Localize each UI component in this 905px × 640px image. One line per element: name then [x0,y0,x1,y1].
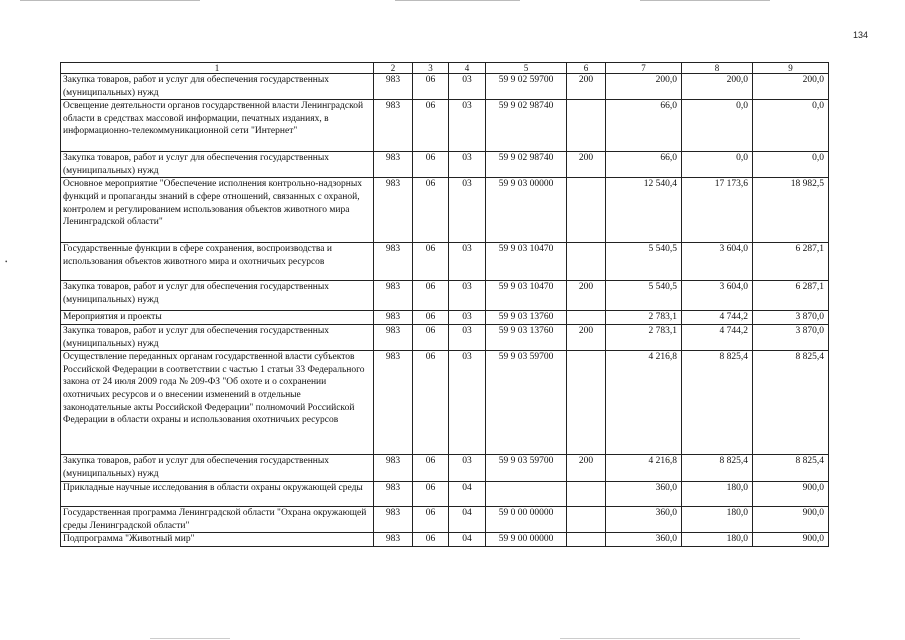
cell-c7: 360,0 [606,507,682,533]
header-cell: 3 [413,63,449,74]
header-cell: 7 [606,63,682,74]
cell-c5: 59 9 02 98740 [486,100,567,152]
cell-c5: 59 9 03 10470 [486,281,567,311]
cell-c3: 06 [413,100,449,152]
cell-c6: 200 [567,455,606,482]
cell-c8: 8 825,4 [682,455,753,482]
row-description: Государственная программа Ленинградской области "Охрана окружающей среды Ленинградской области" [61,507,374,533]
cell-c8: 180,0 [682,533,753,547]
cell-c7: 5 540,5 [606,281,682,311]
row-description: Закупка товаров, работ и услуг для обеспечения государственных (муниципальных) нужд [61,324,374,350]
table-row [61,74,829,100]
row-description: Подпрограмма "Животный мир" [61,533,374,547]
cell-c9: 3 870,0 [753,324,829,350]
cell-c2: 983 [374,351,413,455]
cell-c3: 06 [413,178,449,243]
cell-c5: 59 0 00 00000 [486,507,567,533]
cell-c6: 200 [567,324,606,350]
cell-c7: 66,0 [606,100,682,152]
cell-c9: 0,0 [753,100,829,152]
row-description: Осуществление переданных органам государственной власти субъектов Российской Федерации в соответствии с частью 1 статьи 33 Федерального закона от 24 июля 2009 года № 209-ФЗ "Об охоте и о сохранении охотничьих ресурсов и о внесении изменений в отдельные законодательные акты Российской Федерации" полномочий Российской Федерации в области охраны и использования охотничьих ресурсов [61,351,374,455]
table-row [61,324,829,350]
cell-c4: 03 [449,178,486,243]
table-header-row [61,63,829,74]
cell-c5: 59 9 03 13760 [486,311,567,325]
cell-c9: 200,0 [753,74,829,100]
cell-c2: 983 [374,281,413,311]
cell-c7: 2 783,1 [606,311,682,325]
cell-c5: 59 9 03 59700 [486,455,567,482]
table-row [61,482,829,507]
cell-c8: 180,0 [682,482,753,507]
cell-c3: 06 [413,152,449,178]
cell-c4: 03 [449,243,486,281]
cell-c9: 8 825,4 [753,455,829,482]
row-description: Закупка товаров, работ и услуг для обеспечения государственных (муниципальных) нужд [61,281,374,311]
table-row [61,455,829,482]
row-description: Прикладные научные исследования в области охраны окружающей среды [61,482,374,507]
table-row [61,243,829,281]
cell-c8: 4 744,2 [682,311,753,325]
header-cell: 9 [753,63,829,74]
cell-c9: 6 287,1 [753,281,829,311]
top-edge-line [395,0,520,1]
cell-c3: 06 [413,243,449,281]
cell-c9: 0,0 [753,152,829,178]
cell-c3: 06 [413,324,449,350]
cell-c4: 04 [449,507,486,533]
cell-c4: 03 [449,152,486,178]
cell-c6 [567,533,606,547]
cell-c4: 03 [449,100,486,152]
header-cell: 1 [61,63,374,74]
cell-c5: 59 9 03 00000 [486,178,567,243]
cell-c2: 983 [374,100,413,152]
table-row [61,100,829,152]
cell-c3: 06 [413,74,449,100]
cell-c8: 200,0 [682,74,753,100]
cell-c7: 2 783,1 [606,324,682,350]
cell-c9: 8 825,4 [753,351,829,455]
header-cell: 8 [682,63,753,74]
row-description: Основное мероприятие "Обеспечение исполнения контрольно-надзорных функций и пропаганды знаний в сфере отношений, связанных с охраной, контролем и регулированием использования объектов животного мира Ленинградской области" [61,178,374,243]
table-row [61,533,829,547]
cell-c4: 03 [449,351,486,455]
cell-c4: 04 [449,482,486,507]
cell-c8: 17 173,6 [682,178,753,243]
cell-c5 [486,482,567,507]
cell-c4: 03 [449,455,486,482]
cell-c5: 59 9 02 59700 [486,74,567,100]
header-cell: 5 [486,63,567,74]
cell-c6 [567,243,606,281]
cell-c2: 983 [374,507,413,533]
cell-c7: 66,0 [606,152,682,178]
row-description: Закупка товаров, работ и услуг для обеспечения государственных (муниципальных) нужд [61,74,374,100]
bottom-edge-line [150,638,230,639]
cell-c4: 03 [449,311,486,325]
cell-c3: 06 [413,351,449,455]
cell-c2: 983 [374,324,413,350]
table-row [61,507,829,533]
cell-c5: 59 9 03 59700 [486,351,567,455]
cell-c8: 4 744,2 [682,324,753,350]
table-row [61,178,829,243]
cell-c3: 06 [413,533,449,547]
cell-c2: 983 [374,482,413,507]
cell-c8: 3 604,0 [682,243,753,281]
cell-c6: 200 [567,152,606,178]
cell-c9: 900,0 [753,482,829,507]
cell-c9: 3 870,0 [753,311,829,325]
page-number: 134 [852,30,868,40]
cell-c4: 04 [449,533,486,547]
cell-c6: 200 [567,281,606,311]
cell-c7: 4 216,8 [606,455,682,482]
cell-c6 [567,178,606,243]
cell-c3: 06 [413,311,449,325]
table-body [61,63,829,547]
cell-c2: 983 [374,455,413,482]
row-description: Освещение деятельности органов государственной власти Ленинградской области в средствах массовой информации, печатных изданиях, в информационно-телекоммуникационной сети "Интернет" [61,100,374,152]
cell-c3: 06 [413,507,449,533]
budget-table [60,62,829,547]
cell-c4: 03 [449,74,486,100]
cell-c7: 12 540,4 [606,178,682,243]
cell-c2: 983 [374,533,413,547]
cell-c8: 180,0 [682,507,753,533]
row-description: Закупка товаров, работ и услуг для обеспечения государственных (муниципальных) нужд [61,152,374,178]
table-row [61,152,829,178]
cell-c5: 59 9 02 98740 [486,152,567,178]
cell-c2: 983 [374,311,413,325]
cell-c7: 360,0 [606,482,682,507]
cell-c5: 59 9 03 10470 [486,243,567,281]
cell-c3: 06 [413,455,449,482]
cell-c8: 0,0 [682,152,753,178]
cell-c5: 59 9 03 13760 [486,324,567,350]
cell-c8: 3 604,0 [682,281,753,311]
cell-c7: 4 216,8 [606,351,682,455]
cell-c5: 59 9 00 00000 [486,533,567,547]
cell-c6 [567,100,606,152]
header-cell: 6 [567,63,606,74]
cell-c2: 983 [374,74,413,100]
cell-c7: 5 540,5 [606,243,682,281]
header-cell: 4 [449,63,486,74]
cell-c4: 03 [449,324,486,350]
cell-c9: 6 287,1 [753,243,829,281]
cell-c3: 06 [413,281,449,311]
cell-c8: 8 825,4 [682,351,753,455]
top-edge-line [640,0,770,1]
cell-c6 [567,311,606,325]
cell-c2: 983 [374,178,413,243]
cell-c6 [567,482,606,507]
cell-c9: 900,0 [753,533,829,547]
top-edge-line [20,0,200,1]
margin-mark: • [5,258,8,266]
cell-c3: 06 [413,482,449,507]
row-description: Мероприятия и проекты [61,311,374,325]
table-row [61,281,829,311]
cell-c7: 360,0 [606,533,682,547]
cell-c2: 983 [374,152,413,178]
table-row [61,311,829,325]
cell-c6 [567,507,606,533]
cell-c2: 983 [374,243,413,281]
header-cell: 2 [374,63,413,74]
bottom-edge-line [560,638,800,639]
cell-c7: 200,0 [606,74,682,100]
cell-c8: 0,0 [682,100,753,152]
cell-c6 [567,351,606,455]
cell-c9: 900,0 [753,507,829,533]
row-description: Государственные функции в сфере сохранения, воспроизводства и использования объектов животного мира и охотничьих ресурсов [61,243,374,281]
cell-c9: 18 982,5 [753,178,829,243]
cell-c6: 200 [567,74,606,100]
cell-c4: 03 [449,281,486,311]
table-row [61,351,829,455]
row-description: Закупка товаров, работ и услуг для обеспечения государственных (муниципальных) нужд [61,455,374,482]
